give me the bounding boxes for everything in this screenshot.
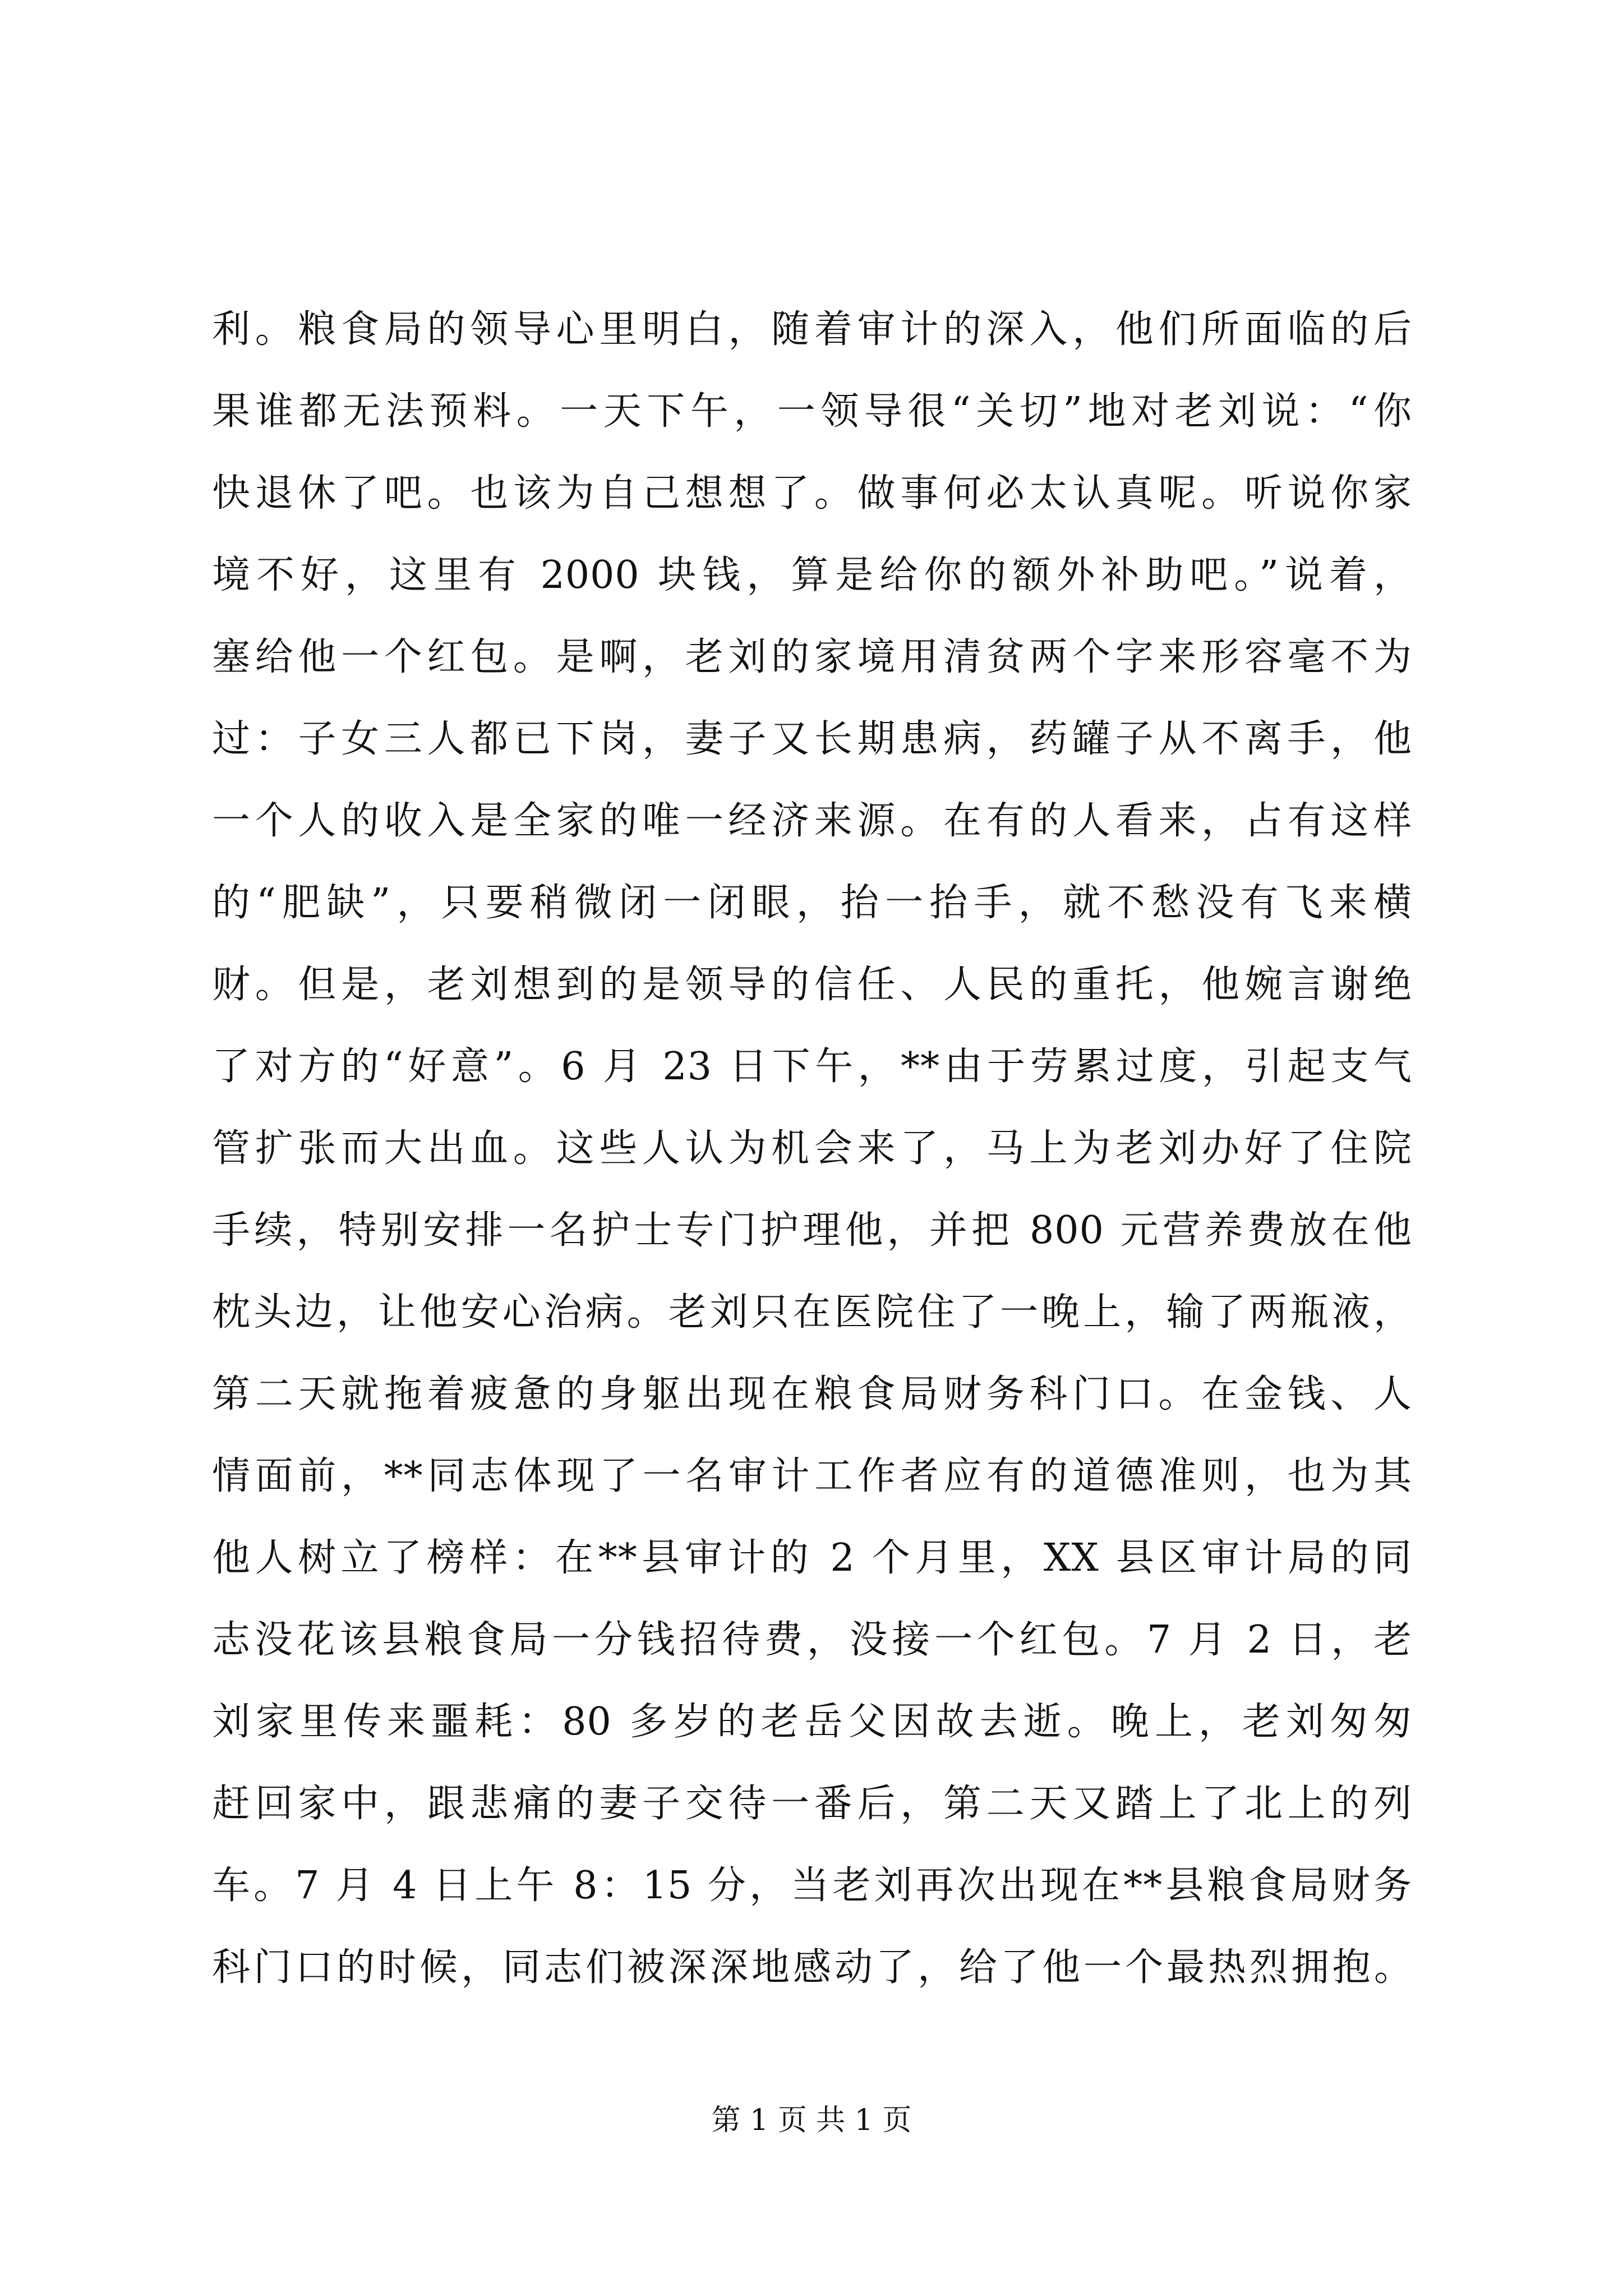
text-line: 枕头边，让他安心治病。老刘只在医院住了一晚上，输了两瓶液， (212, 1290, 1412, 1335)
text-line: 一个人的收入是全家的唯一经济来源。在有的人看来，占有这样 (212, 799, 1412, 843)
text-line: 情面前，**同志体现了一名审计工作者应有的道德准则，也为其 (212, 1454, 1412, 1498)
page-footer (0, 2101, 1623, 2140)
text-line: 塞给他一个红包。是啊，老刘的家境用清贫两个字来形容毫不为 (212, 635, 1412, 679)
body-paragraph (212, 289, 1412, 2009)
text-line: 手续，特别安排一名护士专门护理他，并把 800 元营养费放在他 (212, 1208, 1412, 1253)
text-line: 快退休了吧。也该为自己想想了。做事何必太认真呢。听说你家 (212, 471, 1412, 516)
text-line: 科门口的时候，同志们被深深地感动了，给了他一个最热烈拥抱。 (212, 1945, 1412, 1990)
text-line: 果谁都无法预料。一天下午，一领导很“关切”地对老刘说：“你 (212, 389, 1412, 434)
text-line: 志没花该县粮食局一分钱招待费，没接一个红包。7 月 2 日，老 (212, 1618, 1412, 1662)
text-line: 境不好，这里有 2000 块钱，算是给你的额外补助吧。”说着， (212, 553, 1412, 597)
page-number: 第 1 页 共 1 页 (711, 2104, 912, 2137)
text-line: 刘家里传来噩耗：80 多岁的老岳父因故去逝。晚上，老刘匆匆 (212, 1700, 1412, 1744)
text-line: 了对方的“好意”。6 月 23 日下午，**由于劳累过度，引起支气 (212, 1045, 1412, 1089)
text-line: 财。但是，老刘想到的是领导的信任、人民的重托，他婉言谢绝 (212, 963, 1412, 1007)
text-line: 赶回家中，跟悲痛的妻子交待一番后，第二天又踏上了北上的列 (212, 1782, 1412, 1826)
text-line: 的“肥缺”，只要稍微闭一闭眼，抬一抬手，就不愁没有飞来横 (212, 881, 1412, 925)
text-line: 车。7 月 4 日上午 8：15 分，当老刘再次出现在**县粮食局财务 (212, 1864, 1412, 1908)
text-line: 过：子女三人都已下岗，妻子又长期患病，药罐子从不离手，他 (212, 717, 1412, 761)
text-line: 利。粮食局的领导心里明白，随着审计的深入，他们所面临的后 (212, 307, 1412, 352)
text-line: 管扩张而大出血。这些人认为机会来了，马上为老刘办好了住院 (212, 1126, 1412, 1171)
text-line: 第二天就拖着疲惫的身躯出现在粮食局财务科门口。在金钱、人 (212, 1372, 1412, 1416)
text-line: 他人树立了榜样：在**县审计的 2 个月里，XX 县区审计局的同 (212, 1536, 1412, 1580)
